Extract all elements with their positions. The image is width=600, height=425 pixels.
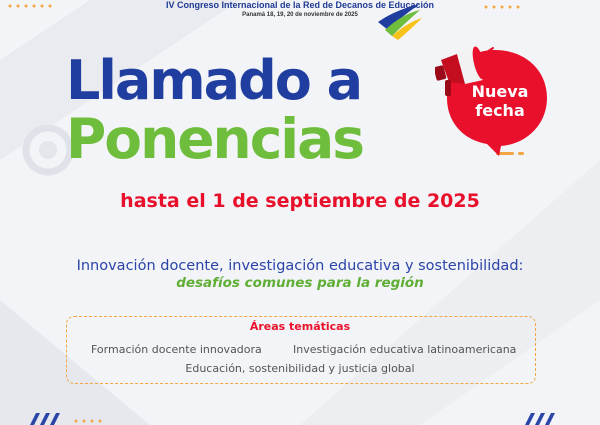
area-item: Formación docente innovadora xyxy=(91,343,262,356)
dots-top-right xyxy=(485,6,520,9)
title-line-2: Ponencias xyxy=(66,107,364,171)
congress-title: IV Congreso Internacional de la Red de Decanos de Educación xyxy=(165,0,435,10)
dots-top-left xyxy=(9,5,52,8)
subtitle-line-2: desafíos comunes para la región xyxy=(176,275,424,291)
title-line-1: Llamado a xyxy=(66,49,362,112)
congress-dates: Panamá 18, 19, 20 de noviembre de 2025 xyxy=(242,12,358,18)
deadline-text: hasta el 1 de septiembre de 2025 xyxy=(120,190,480,212)
badge-line-1: Nueva xyxy=(471,82,529,101)
stripes-bottom-right xyxy=(525,413,555,425)
subtitle-line-1: Innovación docente, investigación educativa y sostenibilidad: xyxy=(76,258,524,274)
badge-line-2: fecha xyxy=(475,101,525,121)
thematic-areas-title: Áreas temáticas xyxy=(249,320,351,333)
badge-text xyxy=(450,82,550,120)
area-item: Investigación educativa latinoamericana xyxy=(293,343,517,356)
area-item: Educación, sostenibilidad y justicia global xyxy=(185,362,415,375)
